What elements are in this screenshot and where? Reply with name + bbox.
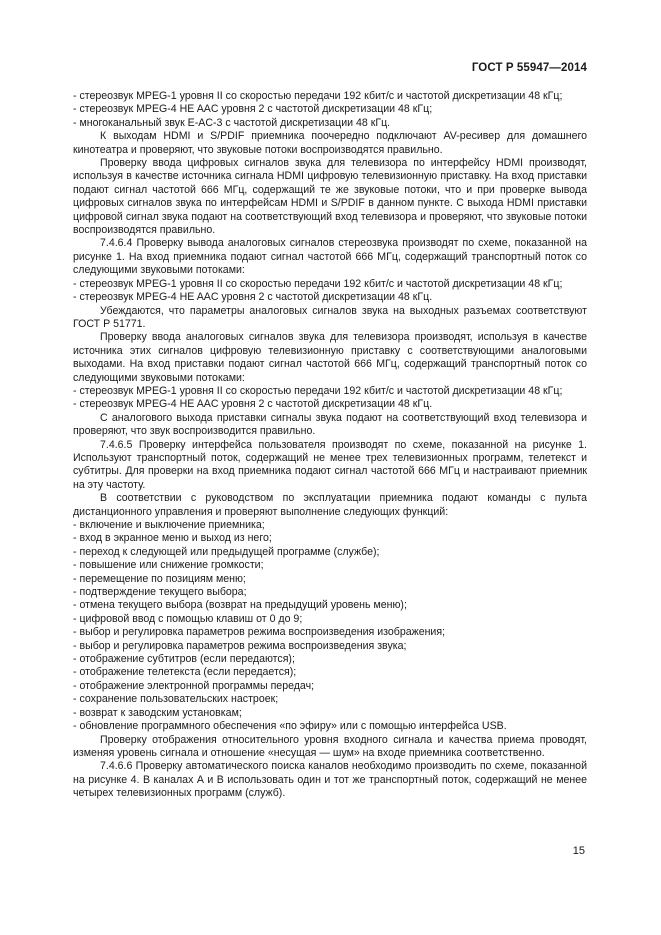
list-item: - стереозвук MPEG-4 HE AAC уровня 2 с частотой дискретизации 48 кГц. xyxy=(73,291,433,304)
list-item: - переход к следующей или предыдущей программе (службе); xyxy=(73,545,380,558)
list-item: - выбор и регулировка параметров режима воспроизведения звука; xyxy=(73,639,407,652)
list-item: - обновление программного обеспечения «по эфиру» или с помощью интерфейса USB. xyxy=(73,720,507,733)
paragraph: Проверку ввода цифровых сигналов звука для телевизора по интерфейсу HDMI производят, используя в качестве источника сигнала HDMI цифровую телевизионную приставку. На вход приставки подают сигнал частотой 666 МГц, содержащий те же звуковые потоки, что и при проверке вывода цифровых сигналов звука по интерфейсам HDMI и S/PDIF в данном пункте. С выхода HDMI приставки цифровой сигнал звука подают на соответствующий вход телевизора и проверяют, что звуковые потоки воспроизводятся правильно. xyxy=(73,157,587,237)
list-item: - стереозвук MPEG-4 HE AAC уровня 2 с частотой дискретизации 48 кГц. xyxy=(73,398,433,411)
list-item: - выбор и регулировка параметров режима воспроизведения изображения; xyxy=(73,626,446,639)
paragraph: Проверку отображения относительного уровня входного сигнала и качества приема проводят, изменяя уровень сигнала и отношение «несущая — шум» на входе приемника соответственно. xyxy=(73,733,587,759)
paragraph: 7.4.6.4 Проверку вывода аналоговых сигналов стереозвука производят по схеме, показанной на рисунке 1. На вход приемника подают сигнал частотой 666 МГц, содержащий транспортный поток со следующими звуковыми потоками: xyxy=(73,237,587,277)
paragraph: Проверку ввода аналоговых сигналов звука для телевизора производят, используя в качестве источника этих сигналов цифровую телевизионную приставку с соответствующими аналоговыми выходами. На вход приставки подают сигнал частотой 666 МГц, содержащий транспортный поток со следующими звуковыми потоками: xyxy=(73,331,587,384)
page-number: 15 xyxy=(572,845,585,857)
list-item: - возврат к заводским установкам; xyxy=(73,706,242,719)
list-item: - включение и выключение приемника; xyxy=(73,519,265,531)
paragraph: Убеждаются, что параметры аналоговых сигналов звука на выходных разъемах соответствуют ГОСТ Р 51771. xyxy=(73,304,587,330)
paragraph: К выходам HDMI и S/PDIF приемника поочередно подключают AV-ресивер для домашнего кинотеатра и проверяют, что звуковые потоки воспроизводятся правильно. xyxy=(73,130,587,156)
list-item: - стереозвук MPEG-1 уровня II со скоростью передачи 192 кбит/с и частотой дискретизации 48 кГц; xyxy=(73,384,563,397)
list-item: - повышение или снижение громкости; xyxy=(73,559,264,572)
list-item: - стереозвук MPEG-1 уровня II со скоростью передачи 192 кбит/с и частотой дискретизации 48 кГц; xyxy=(73,277,563,290)
list-item: - отмена текущего выбора (возврат на предыдущий уровень меню); xyxy=(73,599,407,612)
list-item: - подтверждение текущего выбора; xyxy=(73,586,247,599)
paragraph: 7.4.6.6 Проверку автоматического поиска каналов необходимо производить по схеме, показанной на рисунке 4. В каналах А и В использовать один и тот же транспортный поток, содержащий не менее четырех телевизионных программ (служб). xyxy=(73,760,587,800)
list-item: - цифровой ввод с помощью клавиш от 0 до 9; xyxy=(73,612,303,625)
list-item: - сохранение пользовательских настроек; xyxy=(73,693,279,706)
list-item: - многоканальный звук E-AC-3 с частотой дискретизации 48 кГц. xyxy=(73,116,391,129)
list-item: - перемещение по позициям меню; xyxy=(73,572,246,585)
list-item: - стереозвук MPEG-4 HE AAC уровня 2 с частотой дискретизации 48 кГц; xyxy=(73,103,433,116)
standard-number: ГОСТ Р 55947—2014 xyxy=(471,62,587,74)
list-item: - отображение телетекста (если передается); xyxy=(73,666,297,679)
document-body xyxy=(73,90,587,801)
paragraph: С аналогового выхода приставки сигналы звука подают на соответствующий вход телевизора и проверяют, что звук воспроизводится правильно. xyxy=(73,411,587,438)
paragraph: 7.4.6.5 Проверку интерфейса пользователя производят по схеме, показанной на рисунке 1. Используют транспортный поток, содержащий не менее трех телевизионных программ, телетекст и субтитры. Для проверки на вход приемника подают сигнал частотой 666 МГц и настраивают приемник на эту частоту. xyxy=(73,438,587,491)
list-item: - стереозвук MPEG-1 уровня II со скоростью передачи 192 кбит/с и частотой дискретизации 48 кГц; xyxy=(73,90,563,102)
paragraph: В соответствии с руководством по эксплуатации приемника подают команды с пульта дистанционного управления и проверяют выполнение следующих функций: xyxy=(73,492,587,518)
list-item: - вход в экранное меню и выход из него; xyxy=(73,532,272,545)
list-item: - отображение субтитров (если передаются); xyxy=(73,653,295,666)
list-item: - отображение электронной программы передач; xyxy=(73,679,315,692)
